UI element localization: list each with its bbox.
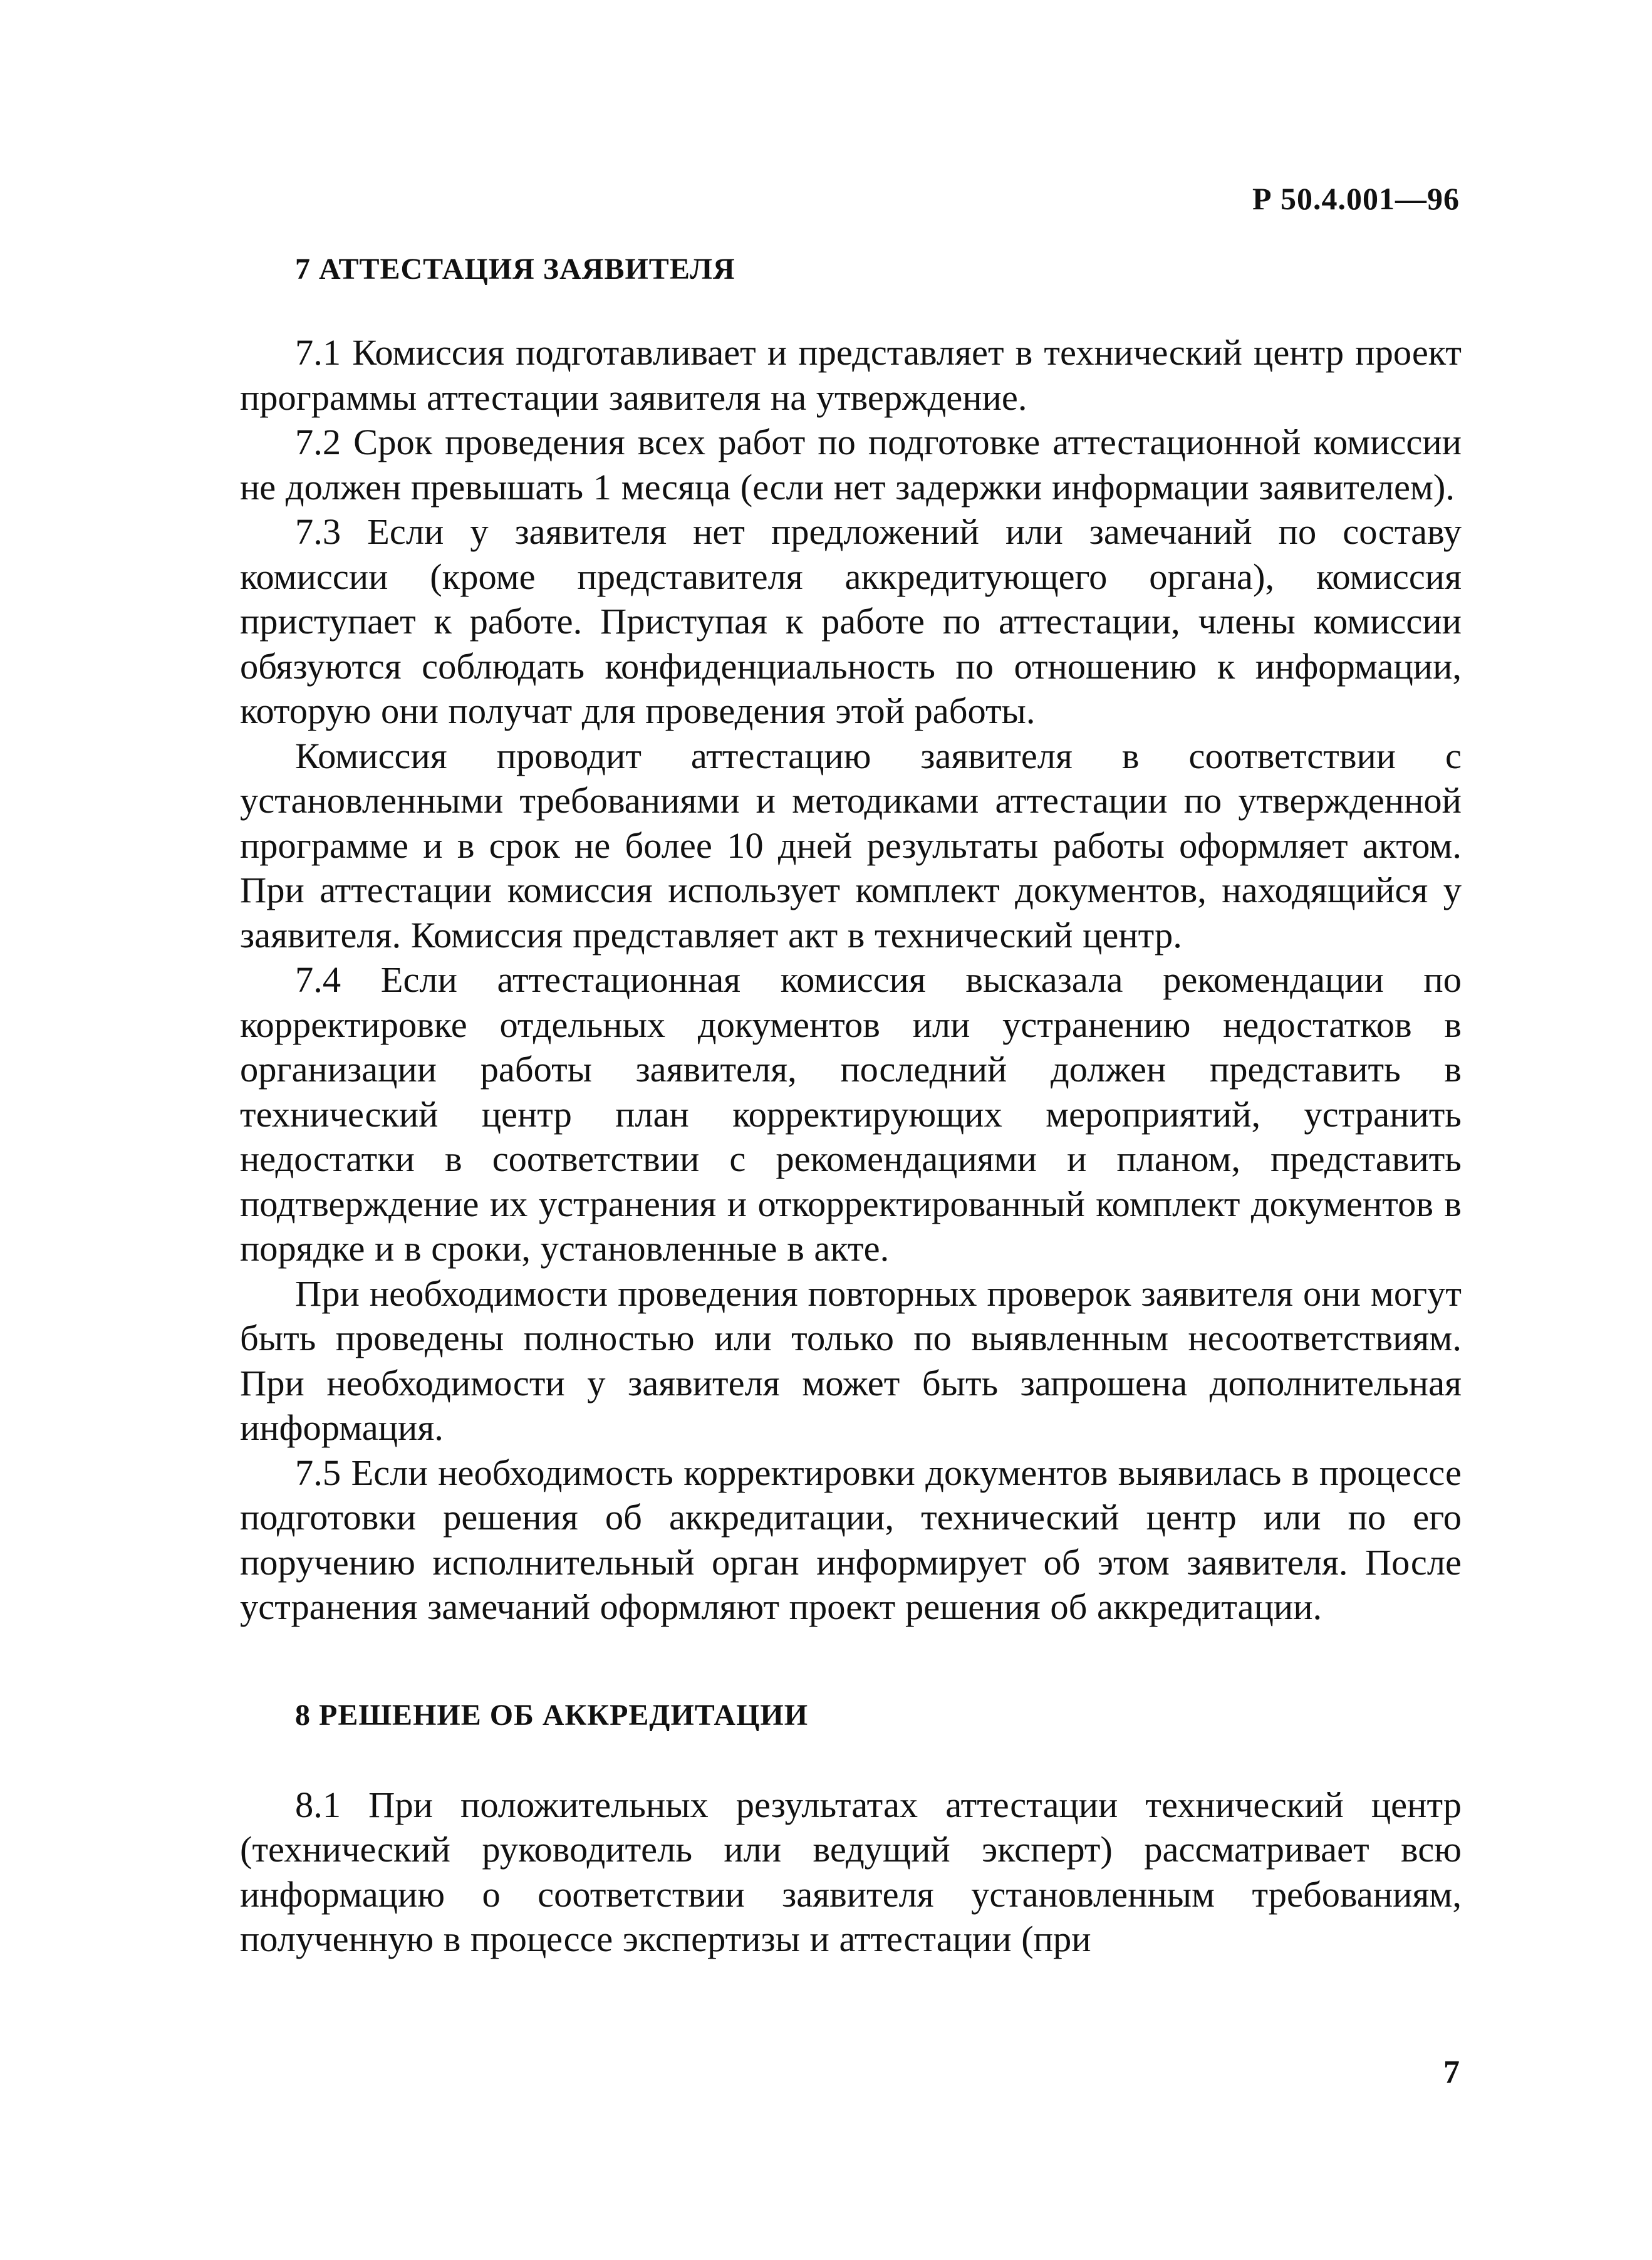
page-number: 7	[1443, 2054, 1460, 2090]
document-body	[240, 247, 1462, 1962]
paragraph-7-5: 7.5 Если необходимость корректировки документов выявилась в процессе подготовки решения об аккредитации, технический центр или по его поручению исполнительный орган информирует об этом заявителя. После устранения замечаний оформляют проект решения об аккредитации.	[240, 1452, 1462, 1627]
paragraph-7-2: 7.2 Срок проведения всех работ по подготовке аттестационной комиссии не должен превышать 1 месяца (если нет задержки информации заявителем).	[240, 422, 1462, 508]
section-8-title: 8 РЕШЕНИЕ ОБ АККРЕДИТАЦИИ	[295, 1698, 809, 1732]
paragraph-7-3: 7.3 Если у заявителя нет предложений или замечаний по составу комиссии (кроме представителя аккредитующего органа), комиссия приступает к работе. Приступая к работе по аттестации, члены комиссии обязуются соблюдать конфиденциальность по отношению к информации, которую они получат для проведения этой работы.	[240, 511, 1462, 731]
paragraph-7-4-continued: При необходимости проведения повторных проверок заявителя они могут быть проведены полностью или только по выявленным несоответствиям. При необходимости у заявителя может быть запрошена дополнительная информация.	[240, 1273, 1462, 1448]
section-7-title: 7 АТТЕСТАЦИЯ ЗАЯВИТЕЛЯ	[295, 253, 735, 286]
document-code: Р 50.4.001—96	[1252, 181, 1460, 216]
paragraph-8-1: 8.1 При положительных результатах аттестации технический центр (технический руководитель или ведущий эксперт) рассматривает всю информацию о соответствии заявителя установленным требованиям, полученную в процессе экспертизы и аттестации (при	[240, 1784, 1462, 1959]
paragraph-7-4: 7.4 Если аттестационная комиссия высказала рекомендации по корректировке отдельных документов или устранению недостатков в организации работы заявителя, последний должен представить в технический центр план корректирующих мероприятий, устранить недостатки в соответствии с рекомендациями и планом, представить подтверждение их устранения и откорректированный комплект документов в порядке и в сроки, установленные в акте.	[240, 959, 1462, 1269]
paragraph-7-3-continued: Комиссия проводит аттестацию заявителя в соответствии с установленными требованиями и методиками аттестации по утвержденной программе и в срок не более 10 дней результаты работы оформляет актом. При аттестации комиссия использует комплект документов, находящийся у заявителя. Комиссия представляет акт в технический центр.	[240, 735, 1462, 956]
paragraph-7-1: 7.1 Комиссия подготавливает и представляет в технический центр проект программы аттестации заявителя на утверждение.	[240, 332, 1462, 418]
